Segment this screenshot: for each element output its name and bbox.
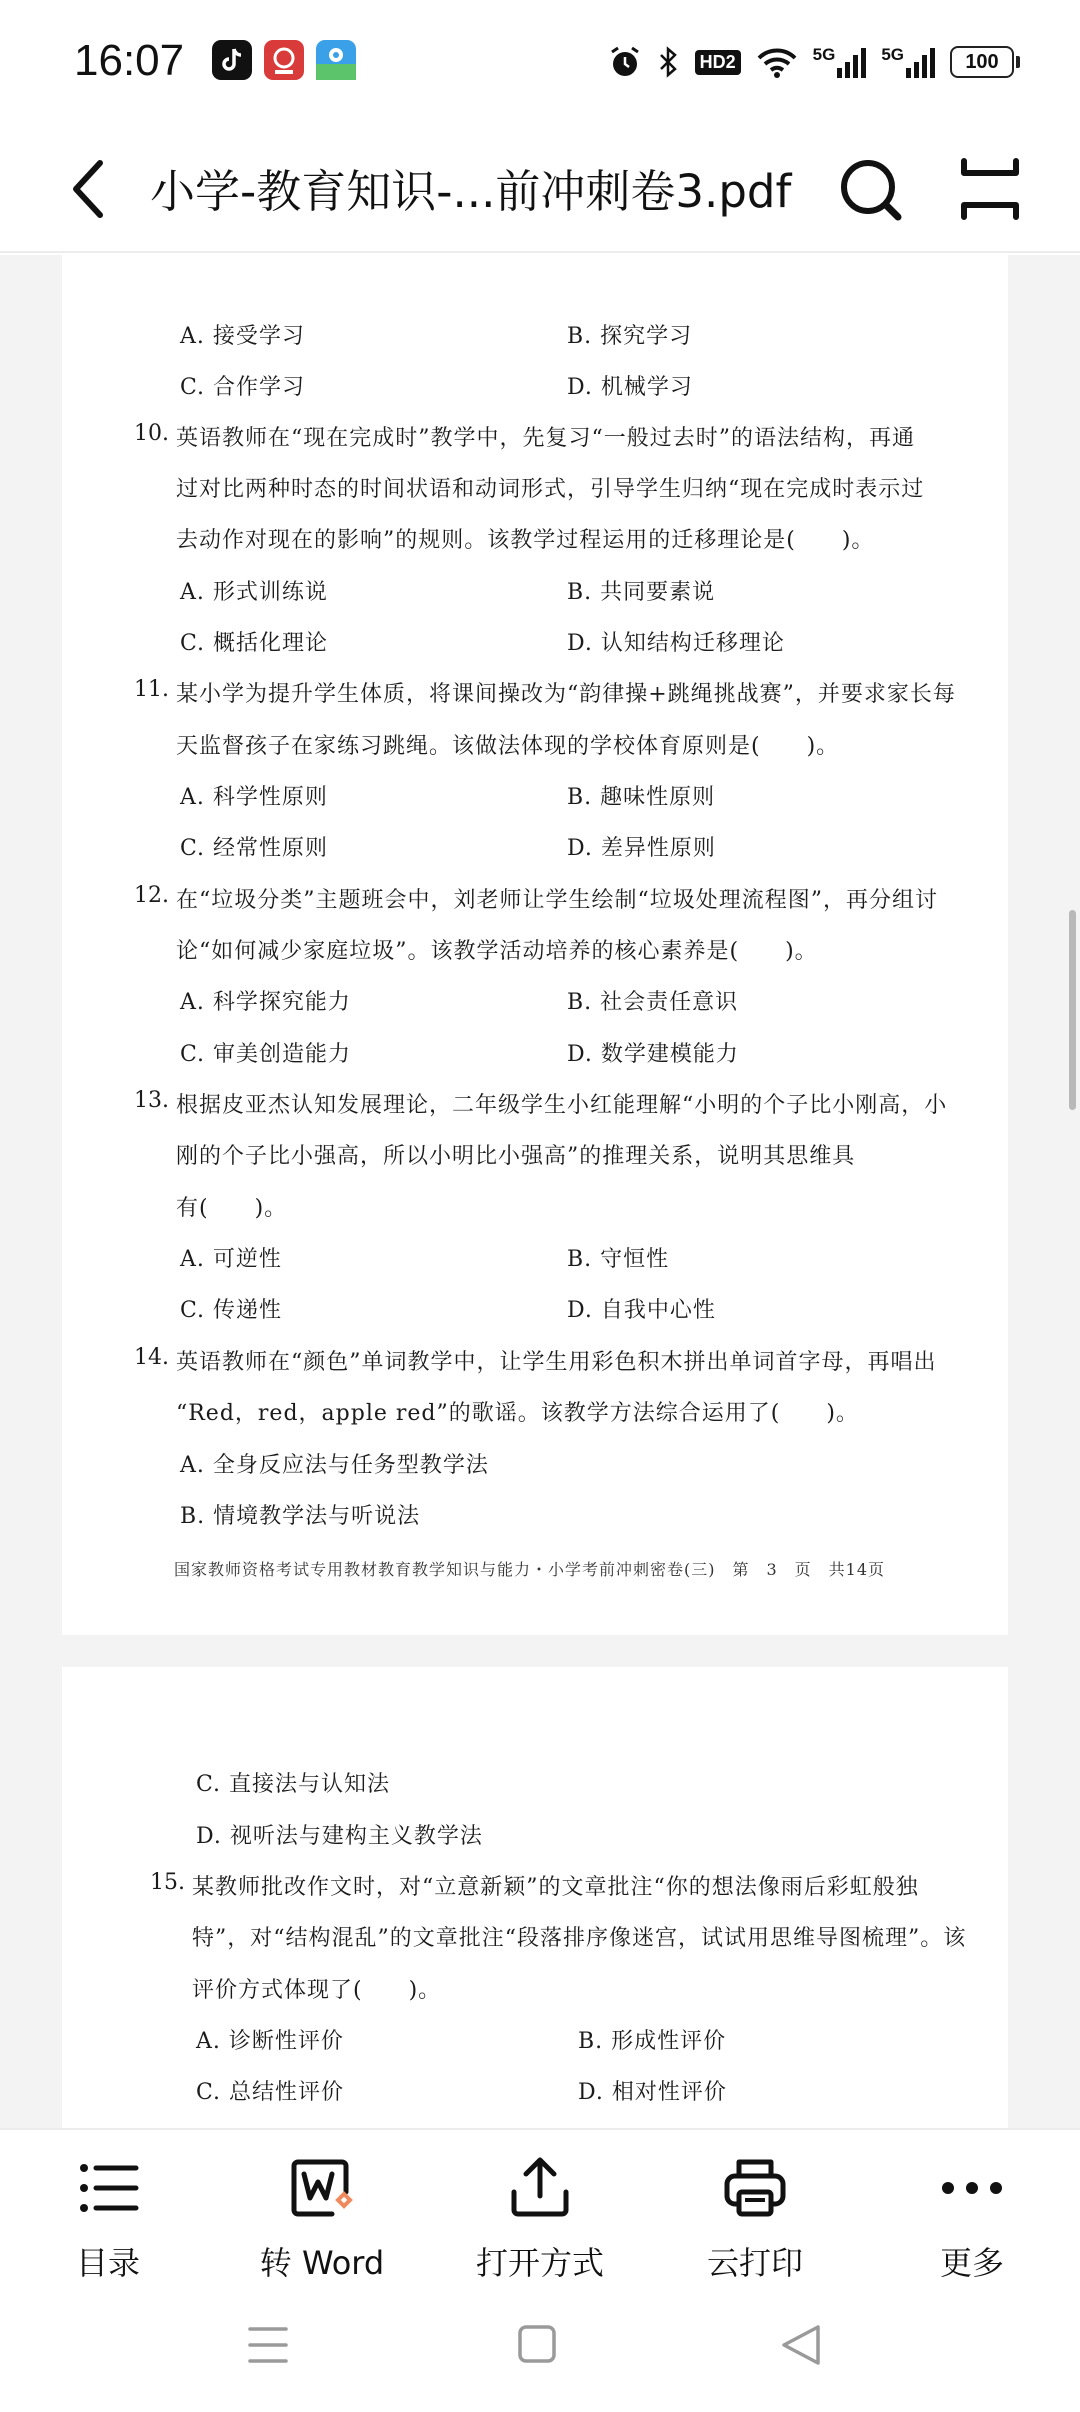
question-text: 去动作对现在的影响”的规则。该教学过程运用的迁移理论是( )。 [176,528,875,553]
document-viewer[interactable] [0,255,1080,2128]
scrollbar-thumb[interactable] [1069,910,1076,1110]
option-a: A. 诊断性评价 [196,2029,344,2054]
option-c: C. 合作学习 [180,375,306,400]
home-nav-button[interactable] [496,2315,576,2375]
option-b: B. 探究学习 [567,324,693,349]
option-d: D. 认知结构迁移理论 [567,631,785,656]
bluetooth-icon [657,44,681,80]
chevron-left-icon [68,157,108,221]
back-nav-button[interactable] [762,2315,842,2375]
question-number: 10. [134,421,169,446]
home-nav-icon [496,2315,576,2375]
more-button[interactable] [882,2140,1062,2290]
status-time: 16:07 [74,36,185,85]
back-button[interactable] [56,151,120,227]
menu-nav-button[interactable] [228,2315,308,2375]
cloud-print-label: 云打印 [706,2244,803,2282]
option-c: C. 传递性 [180,1298,283,1323]
question-text: 有( )。 [176,1196,288,1221]
option-b: B. 情境教学法与听说法 [180,1504,421,1529]
option-c: C. 总结性评价 [196,2080,345,2105]
system-nav-bar [0,2293,1080,2412]
question-text: 根据皮亚杰认知发展理论，二年级学生小红能理解“小明的个子比小刚高，小 [176,1093,948,1118]
option-c: C. 直接法与认知法 [196,1772,391,1797]
question-text: 英语教师在“颜色”单词教学中，让学生用彩色积木拼出单词首字母，再唱出 [176,1350,937,1375]
search-button[interactable] [836,153,908,225]
share-icon [504,2152,576,2224]
question-number: 15. [150,1870,185,1895]
page-footer: 国家教师资格考试专用教材教育教学知识与能力・小学考前冲刺密卷(三) 第 3 页 共14页 [174,1560,886,1579]
convert-word-label: 转 Word [259,2244,385,2282]
option-d: D. 相对性评价 [578,2080,727,2105]
menu-nav-icon [228,2315,308,2375]
printer-icon [719,2152,791,2224]
option-d: D. 自我中心性 [567,1298,716,1323]
option-c: C. 经常性原则 [180,836,329,861]
question-text: 论“如何减少家庭垃圾”。该教学活动培养的核心素养是( )。 [176,939,818,964]
option-b: B. 守恒性 [567,1247,670,1272]
question-text: 刚的个子比小强高，所以小明比小强高”的推理关系，说明其思维具 [176,1144,856,1169]
signal-5g-icon: 5G [813,46,868,78]
title-bar [0,125,1080,253]
option-a: A. 形式训练说 [180,580,328,605]
alarm-icon [607,44,643,80]
option-c: C. 审美创造能力 [180,1042,352,1067]
option-b: B. 共同要素说 [567,580,716,605]
option-d: D. 视听法与建构主义教学法 [196,1824,483,1849]
red-app-icon [264,40,304,80]
pdf-page-4 [62,1667,1008,2128]
back-nav-icon [762,2315,842,2375]
tiktok-icon [212,40,252,80]
open-with-label: 打开方式 [475,2244,604,2282]
wifi-icon [755,44,799,80]
hd-voice-icon: HD2 [695,50,741,75]
maps-app-icon [316,40,356,80]
option-b: B. 趣味性原则 [567,785,716,810]
question-text: 特”，对“结构混乱”的文章批注“段落排序像迷宫，试试用思维导图梳理”。该 [192,1926,967,1951]
option-a: A. 科学性原则 [180,785,328,810]
option-b: B. 社会责任意识 [567,990,739,1015]
bottom-toolbar [0,2128,1080,2293]
question-text: 天监督孩子在家练习跳绳。该做法体现的学校体育原则是( )。 [176,734,840,759]
list-icon [72,2152,144,2224]
pdf-page-3 [62,255,1008,1635]
option-d: D. 机械学习 [567,375,693,400]
question-number: 14. [134,1345,169,1370]
battery-icon: 100 [950,46,1020,78]
option-d: D. 差异性原则 [567,836,716,861]
open-with-button[interactable] [450,2140,630,2290]
expand-button[interactable] [954,153,1026,225]
document-title: 小学-教育知识-...前冲刺卷3.pdf [150,165,792,218]
question-text: 某小学为提升学生体质，将课间操改为“韵律操+跳绳挑战赛”，并要求家长每 [176,682,956,707]
more-icon [936,2152,1008,2224]
question-text: 在“垃圾分类”主题班会中，刘老师让学生绘制“垃圾处理流程图”，再分组讨 [176,888,938,913]
cloud-print-button[interactable] [665,2140,845,2290]
question-number: 12. [134,883,169,908]
option-d: D. 数学建模能力 [567,1042,739,1067]
toc-button[interactable] [18,2140,198,2290]
status-icons [607,40,1020,84]
search-icon [836,153,908,225]
convert-word-icon [286,2152,358,2224]
question-number: 11. [134,677,169,702]
status-bar [0,0,1080,125]
question-text: 过对比两种时态的时间状语和动词形式，引导学生归纳“现在完成时表示过 [176,477,925,502]
option-a: A. 全身反应法与任务型教学法 [180,1453,489,1478]
question-text: “Red，red，apple red”的歌谣。该教学方法综合运用了( )。 [176,1401,859,1426]
question-text: 某教师批改作文时，对“立意新颖”的文章批注“你的想法像雨后彩虹般独 [192,1875,919,1900]
question-text: 评价方式体现了( )。 [192,1978,442,2003]
option-a: A. 科学探究能力 [180,990,351,1015]
question-text: 英语教师在“现在完成时”教学中，先复习“一般过去时”的语法结构，再通 [176,426,915,451]
toc-label: 目录 [75,2244,140,2282]
option-c: C. 概括化理论 [180,631,329,656]
question-number: 13. [134,1088,169,1113]
option-a: A. 可逆性 [180,1247,282,1272]
more-label: 更多 [939,2244,1004,2282]
convert-word-button[interactable] [232,2140,412,2290]
option-b: B. 形成性评价 [578,2029,727,2054]
expand-icon [954,153,1026,225]
option-a: A. 接受学习 [180,324,305,349]
signal-5g-icon: 5G [881,46,936,78]
